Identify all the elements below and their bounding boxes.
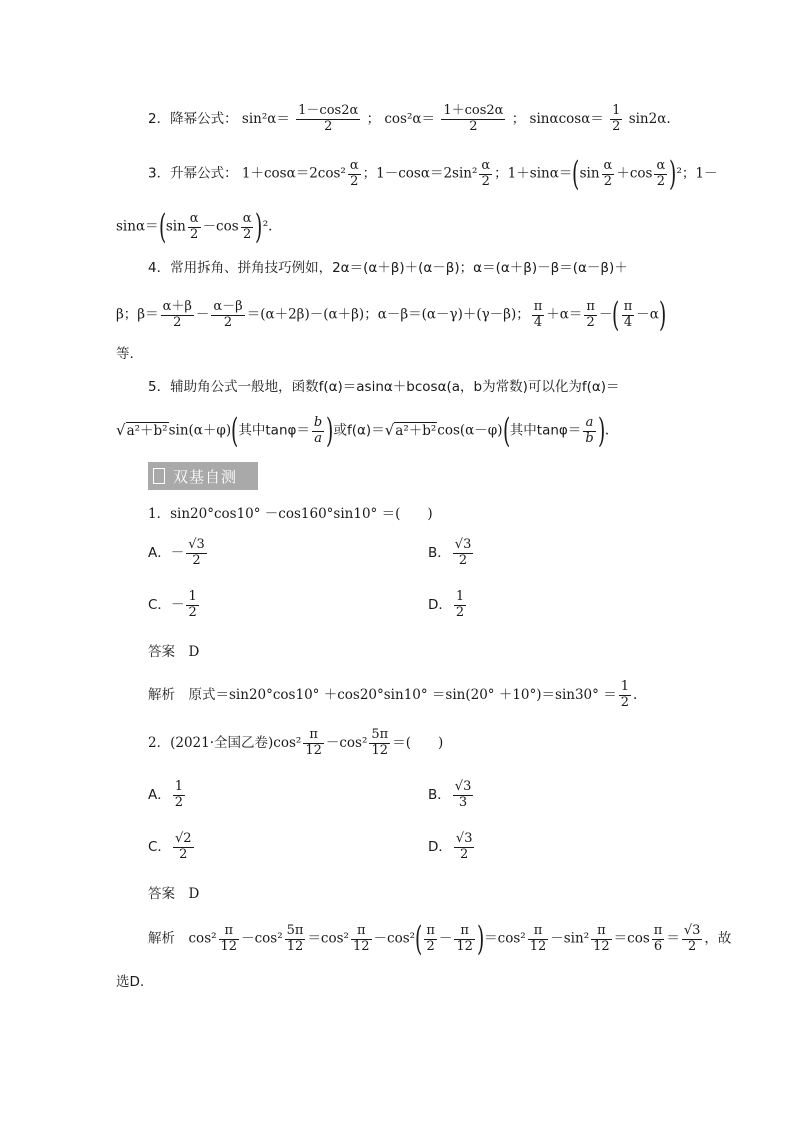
fraction <box>532 300 545 331</box>
denominator: 2 <box>350 173 359 189</box>
denominator: 2 <box>174 794 184 810</box>
fraction <box>173 832 194 863</box>
answer-value: D <box>188 886 200 902</box>
option-label: C． <box>148 838 171 855</box>
fraction <box>453 780 474 811</box>
fraction <box>610 104 622 135</box>
numerator: 1 <box>612 103 621 118</box>
analysis-text: －cos² <box>373 930 416 947</box>
option-label: B． <box>428 786 451 803</box>
q2-analysis-line-2 <box>116 976 144 990</box>
q1-answer <box>148 646 199 660</box>
denominator: 2 <box>603 173 613 189</box>
formula-text: . <box>604 422 610 439</box>
q1-stem <box>148 508 433 522</box>
numerator: 1 <box>188 589 197 604</box>
analysis-text: －sin² <box>550 930 590 947</box>
radical-sign: √ <box>455 831 465 846</box>
left-paren: ( <box>415 919 423 959</box>
fraction <box>348 159 361 190</box>
denominator: 2 <box>458 552 468 568</box>
denominator: 2 <box>455 604 465 620</box>
numerator: π <box>653 922 663 938</box>
section-title: 双基自测 <box>173 467 238 486</box>
formula-text: ＋cos <box>616 165 653 182</box>
numerator: a <box>583 416 595 432</box>
analysis-text: cos² <box>188 930 217 947</box>
denominator: 12 <box>305 742 322 758</box>
item-4-text: 等. <box>116 346 134 362</box>
radical-sign: √ <box>174 831 184 846</box>
right-paren: ) <box>326 411 334 451</box>
denominator: 12 <box>456 938 473 954</box>
q2-stem <box>148 728 443 759</box>
square-icon <box>153 468 165 484</box>
numerator: α <box>656 157 666 173</box>
numerator: α <box>242 210 252 226</box>
denominator: 12 <box>286 938 304 954</box>
analysis-text: ＝cos² <box>484 930 526 947</box>
radicand: a²＋b² <box>395 423 437 440</box>
item-2-line <box>148 104 671 135</box>
formula-text: sinα＝ <box>116 218 159 235</box>
right-paren: ) <box>255 207 263 247</box>
item-5-text: 5．辅助角公式一般地，函数f(α)＝asinα＋bcosα(a，b为常数)可以化为f(α)＝ <box>148 379 620 395</box>
numerator: α＋β <box>162 298 192 314</box>
fraction <box>424 924 437 955</box>
formula-text: sin <box>165 218 186 235</box>
formula-text: sin2α. <box>628 110 671 127</box>
denominator: 2 <box>179 846 188 862</box>
question-stem: ＝( ) <box>392 734 444 751</box>
denominator: 2 <box>173 314 182 330</box>
q2-option-c <box>148 832 196 863</box>
analysis-text: － <box>438 930 453 947</box>
fraction <box>583 416 595 447</box>
formula-text: －α <box>636 306 659 323</box>
numerator: α <box>603 157 613 173</box>
left-paren: ( <box>231 411 239 451</box>
radical-sign: √ <box>188 537 197 552</box>
fraction <box>622 300 635 331</box>
fraction <box>186 590 198 621</box>
fraction <box>591 924 612 955</box>
left-paren: ( <box>612 295 620 335</box>
formula-text: －cos <box>202 218 239 235</box>
question-stem: 1．sin20°cos10° －cos160°sin10° ＝( ) <box>148 506 433 522</box>
analysis-text: －cos² <box>241 930 283 947</box>
fraction <box>441 104 505 135</box>
item-3-line-1 <box>148 154 718 194</box>
separator: ； <box>366 110 381 127</box>
denominator: 2 <box>460 846 469 862</box>
fraction <box>303 728 324 759</box>
denominator: a <box>314 430 322 446</box>
numerator: b <box>313 414 323 430</box>
radical-sign: √ <box>116 421 126 440</box>
denominator: b <box>585 430 594 446</box>
radicand: a²＋b² <box>126 423 168 440</box>
analysis-label: 解析 <box>148 930 175 947</box>
item-3-label: 3．升幂公式： <box>148 165 238 182</box>
fraction <box>211 300 244 331</box>
item-4-line-3 <box>116 348 134 362</box>
question-stem: 2．(2021·全国乙卷)cos² <box>148 734 302 751</box>
numerator: π <box>351 924 372 940</box>
option-label: A． <box>148 786 171 803</box>
numerator: 2 <box>183 831 192 846</box>
numerator: 1＋cos2α <box>443 103 504 118</box>
formula-text: 1＋cosα＝2cos² <box>241 165 346 182</box>
fraction <box>654 159 667 190</box>
q2-answer <box>148 888 199 902</box>
fraction <box>219 924 240 955</box>
right-paren: ) <box>597 411 605 451</box>
fraction <box>652 924 665 955</box>
numerator: π <box>591 924 612 940</box>
analysis-label: 解析 <box>148 686 175 703</box>
left-paren: ( <box>572 154 580 194</box>
analysis-text: ＝cos <box>613 930 650 947</box>
formula-text: 或f(α)＝ <box>333 422 385 439</box>
item-2-label: 2．降幂公式： <box>148 110 238 127</box>
q1-option-c <box>148 590 201 621</box>
analysis-text: ＝cos² <box>307 930 349 947</box>
denominator: 2 <box>656 173 665 189</box>
denominator: 2 <box>469 118 478 134</box>
fraction <box>479 159 492 190</box>
option-label: A． <box>148 544 171 561</box>
formula-text: － <box>195 306 210 323</box>
item-3-line-2 <box>116 207 273 247</box>
option-label: D． <box>428 596 452 613</box>
numerator: α－β <box>213 298 243 314</box>
fraction <box>161 300 194 331</box>
denominator: 12 <box>593 938 610 954</box>
left-paren: ( <box>502 411 510 451</box>
formula-text: cos²α＝ <box>384 110 436 127</box>
denominator: 2 <box>481 173 490 189</box>
formula-text: ²；1－ <box>676 165 718 182</box>
numerator: 1－cos2α <box>298 103 359 118</box>
fraction <box>619 680 631 711</box>
formula-text: 其中tanφ＝ <box>238 422 310 439</box>
fraction <box>188 212 201 243</box>
item-4-line-1 <box>148 262 628 276</box>
numerator: 5π <box>286 922 304 938</box>
denominator: 2 <box>426 938 435 954</box>
formula-text: β；β＝ <box>116 306 159 323</box>
fraction <box>528 924 549 955</box>
denominator: 2 <box>324 118 333 134</box>
analysis-text: ＝ <box>666 930 680 947</box>
fraction <box>173 780 185 811</box>
q2-option-d <box>428 832 476 863</box>
denominator: 2 <box>586 314 595 330</box>
q1-option-b <box>428 538 475 569</box>
formula-text: sinαcosα＝ <box>529 110 604 127</box>
numerator: α <box>189 210 199 226</box>
denominator: 2 <box>223 314 233 330</box>
answer-label: 答案 <box>148 886 175 902</box>
denominator: 4 <box>623 314 633 330</box>
fraction <box>241 212 254 243</box>
radical-sign: √ <box>454 537 464 552</box>
question-stem: －cos² <box>325 734 368 751</box>
right-paren: ) <box>476 919 485 959</box>
fraction <box>369 728 390 759</box>
numerator: 1 <box>174 779 184 794</box>
fraction <box>584 300 597 331</box>
fraction <box>602 159 615 190</box>
formula-text: ；1＋sinα＝ <box>494 165 573 182</box>
numerator: 1 <box>620 679 629 694</box>
numerator: π <box>533 298 543 314</box>
fraction <box>351 924 372 955</box>
numerator: 3 <box>196 537 205 552</box>
analysis-text: ，故 <box>704 930 732 947</box>
denominator: 2 <box>687 938 697 954</box>
left-paren: ( <box>158 207 166 247</box>
analysis-text: 原式＝sin20°cos10° ＋cos20°sin10° ＝sin(20° ＋10°)＝sin30° ＝ <box>188 686 617 703</box>
numerator: α <box>349 157 359 173</box>
formula-text: － <box>598 306 613 323</box>
analysis-text: . <box>632 686 638 703</box>
square-root <box>385 423 438 439</box>
item-4-line-2 <box>116 295 667 335</box>
numerator: π <box>426 922 435 938</box>
radical-sign: √ <box>384 421 395 440</box>
sign: － <box>170 596 185 613</box>
formula-text: cos(α－φ) <box>437 422 503 439</box>
denominator: 2 <box>620 694 629 710</box>
numerator: 3 <box>464 831 473 846</box>
fraction <box>682 924 703 955</box>
formula-text: ＝(α＋2β)－(α＋β)；α－β＝(α－γ)＋(γ－β)； <box>246 306 530 323</box>
numerator: π <box>586 298 595 314</box>
numerator: π <box>528 924 549 940</box>
denominator: 12 <box>529 938 547 954</box>
formula-text: sin²α＝ <box>241 110 290 127</box>
numerator: 3 <box>463 537 472 552</box>
radical-sign: √ <box>683 922 693 938</box>
separator: ； <box>511 110 526 127</box>
fraction <box>454 832 475 863</box>
option-label: B． <box>428 544 451 561</box>
option-label: D． <box>428 838 452 855</box>
numerator: 1 <box>455 589 465 604</box>
formula-text: ². <box>262 218 273 235</box>
answer-value: D <box>188 644 200 660</box>
denominator: 12 <box>352 938 370 954</box>
square-root <box>116 423 169 439</box>
q1-option-a <box>148 538 209 569</box>
numerator: 3 <box>692 922 701 938</box>
denominator: 12 <box>220 938 238 954</box>
section-badge <box>148 462 258 490</box>
denominator: 12 <box>371 742 389 758</box>
numerator: 5π <box>371 727 389 742</box>
numerator: π <box>219 924 240 940</box>
numerator: 3 <box>463 779 472 794</box>
q1-analysis <box>148 680 637 711</box>
q2-analysis <box>148 919 732 959</box>
fraction <box>454 590 466 621</box>
formula-text: sin <box>579 165 600 182</box>
numerator: π <box>623 298 633 314</box>
fraction <box>285 924 306 955</box>
fraction <box>453 538 474 569</box>
item-4-text: 4．常用拆角、拼角技巧例如，2α＝(α＋β)＋(α－β)；α＝(α＋β)－β＝(α－β)＋ <box>148 260 628 276</box>
formula-text: sin(α＋φ) <box>168 422 232 439</box>
denominator: 2 <box>192 552 201 568</box>
denominator: 6 <box>653 938 663 954</box>
fraction <box>454 924 475 955</box>
option-label: C． <box>148 596 171 613</box>
numerator: π <box>454 924 475 940</box>
sign: － <box>170 544 185 561</box>
fraction <box>186 538 207 569</box>
q2-option-a <box>148 780 187 811</box>
denominator: 3 <box>458 794 468 810</box>
fraction <box>312 416 324 447</box>
denominator: 2 <box>188 604 197 620</box>
analysis-text: 选D. <box>116 974 145 990</box>
q1-option-d <box>428 590 468 621</box>
denominator: 2 <box>190 226 199 242</box>
formula-text: ；1－cosα＝2sin² <box>362 165 478 182</box>
right-paren: ) <box>669 154 677 194</box>
answer-label: 答案 <box>148 644 175 660</box>
formula-text: ＋α＝ <box>546 306 583 323</box>
fraction <box>296 104 360 135</box>
denominator: 2 <box>612 118 621 134</box>
denominator: 2 <box>242 226 252 242</box>
numerator: π <box>303 728 324 744</box>
denominator: 4 <box>533 314 543 330</box>
q2-option-b <box>428 780 475 811</box>
formula-text: 其中tanφ＝ <box>509 422 582 439</box>
item-5-line-1 <box>148 381 620 395</box>
numerator: α <box>481 157 491 173</box>
item-5-line-2 <box>116 411 610 451</box>
radical-sign: √ <box>454 779 464 794</box>
right-paren: ) <box>658 295 667 335</box>
